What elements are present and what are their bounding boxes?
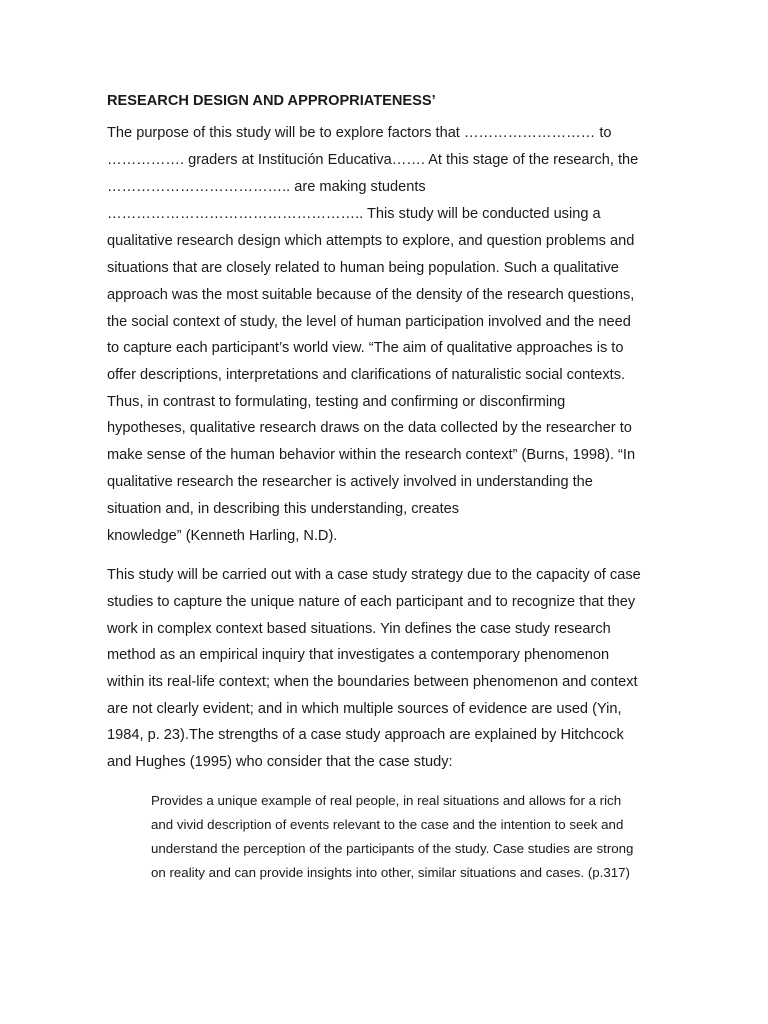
- paragraph-1-line: Thus, in contrast to formulating, testing and confirming or disconfirming: [107, 394, 566, 410]
- paragraph-2-line: method as an empirical inquiry that investigates a contemporary phenomenon: [107, 647, 610, 663]
- paragraph-1-line: to capture each participant’s world view. “The aim of qualitative approaches is to: [107, 340, 624, 356]
- paragraph-1-line: qualitative research design which attempts to explore, and question problems and: [107, 233, 635, 249]
- paragraph-1-line: situation and, in describing this understanding, creates: [107, 501, 460, 517]
- paragraph-1-line: offer descriptions, interpretations and clarifications of naturalistic social contexts.: [107, 367, 626, 383]
- blockquote-line: Provides a unique example of real people, in real situations and allows for a rich: [151, 793, 622, 808]
- paragraph-2-line: within its real-life context; when the boundaries between phenomenon and context: [107, 674, 638, 690]
- paragraph-1-line: The purpose of this study will be to explore factors that ……………………… to: [107, 125, 612, 141]
- paragraph-2-line: studies to capture the unique nature of each participant and to recognize that they: [107, 594, 636, 610]
- paragraph-1-line: situations that are closely related to human being population. Such a qualitative: [107, 260, 619, 276]
- blockquote-line: on reality and can provide insights into other, similar situations and cases. (p.317): [151, 865, 630, 880]
- paragraph-2-line: This study will be carried out with a case study strategy due to the capacity of case: [107, 567, 641, 583]
- paragraph-2-line: are not clearly evident; and in which multiple sources of evidence are used (Yin,: [107, 701, 622, 717]
- blockquote-line: understand the perception of the participants of the study. Case studies are strong: [151, 841, 634, 856]
- paragraph-1-line: qualitative research the researcher is actively involved in understanding the: [107, 474, 593, 490]
- paragraph-2-line: and Hughes (1995) who consider that the case study:: [107, 754, 453, 770]
- paragraph-1-line: knowledge” (Kenneth Harling, N.D).: [107, 528, 338, 544]
- blockquote-line: and vivid description of events relevant to the case and the intention to seek and: [151, 817, 624, 832]
- paragraph-1-line: make sense of the human behavior within the research context” (Burns, 1998). “In: [107, 447, 636, 463]
- section-heading: RESEARCH DESIGN AND APPROPRIATENESS’: [107, 93, 436, 109]
- paragraph-1-line: …………………………………………….. This study will be conducted using a: [107, 206, 601, 222]
- paragraph-2-line: work in complex context based situations. Yin defines the case study research: [107, 621, 611, 637]
- paragraph-2-line: 1984, p. 23).The strengths of a case study approach are explained by Hitchcock: [107, 727, 624, 743]
- paragraph-1-line: hypotheses, qualitative research draws on the data collected by the researcher to: [107, 420, 632, 436]
- paragraph-1-line: the social context of study, the level of human participation involved and the need: [107, 314, 631, 330]
- paragraph-1-line: ……………………………….. are making students: [107, 179, 426, 195]
- paragraph-1-line: ……………. graders at Institución Educativa……. At this stage of the research, the: [107, 152, 639, 168]
- paragraph-1-line: approach was the most suitable because of the density of the research questions,: [107, 287, 635, 303]
